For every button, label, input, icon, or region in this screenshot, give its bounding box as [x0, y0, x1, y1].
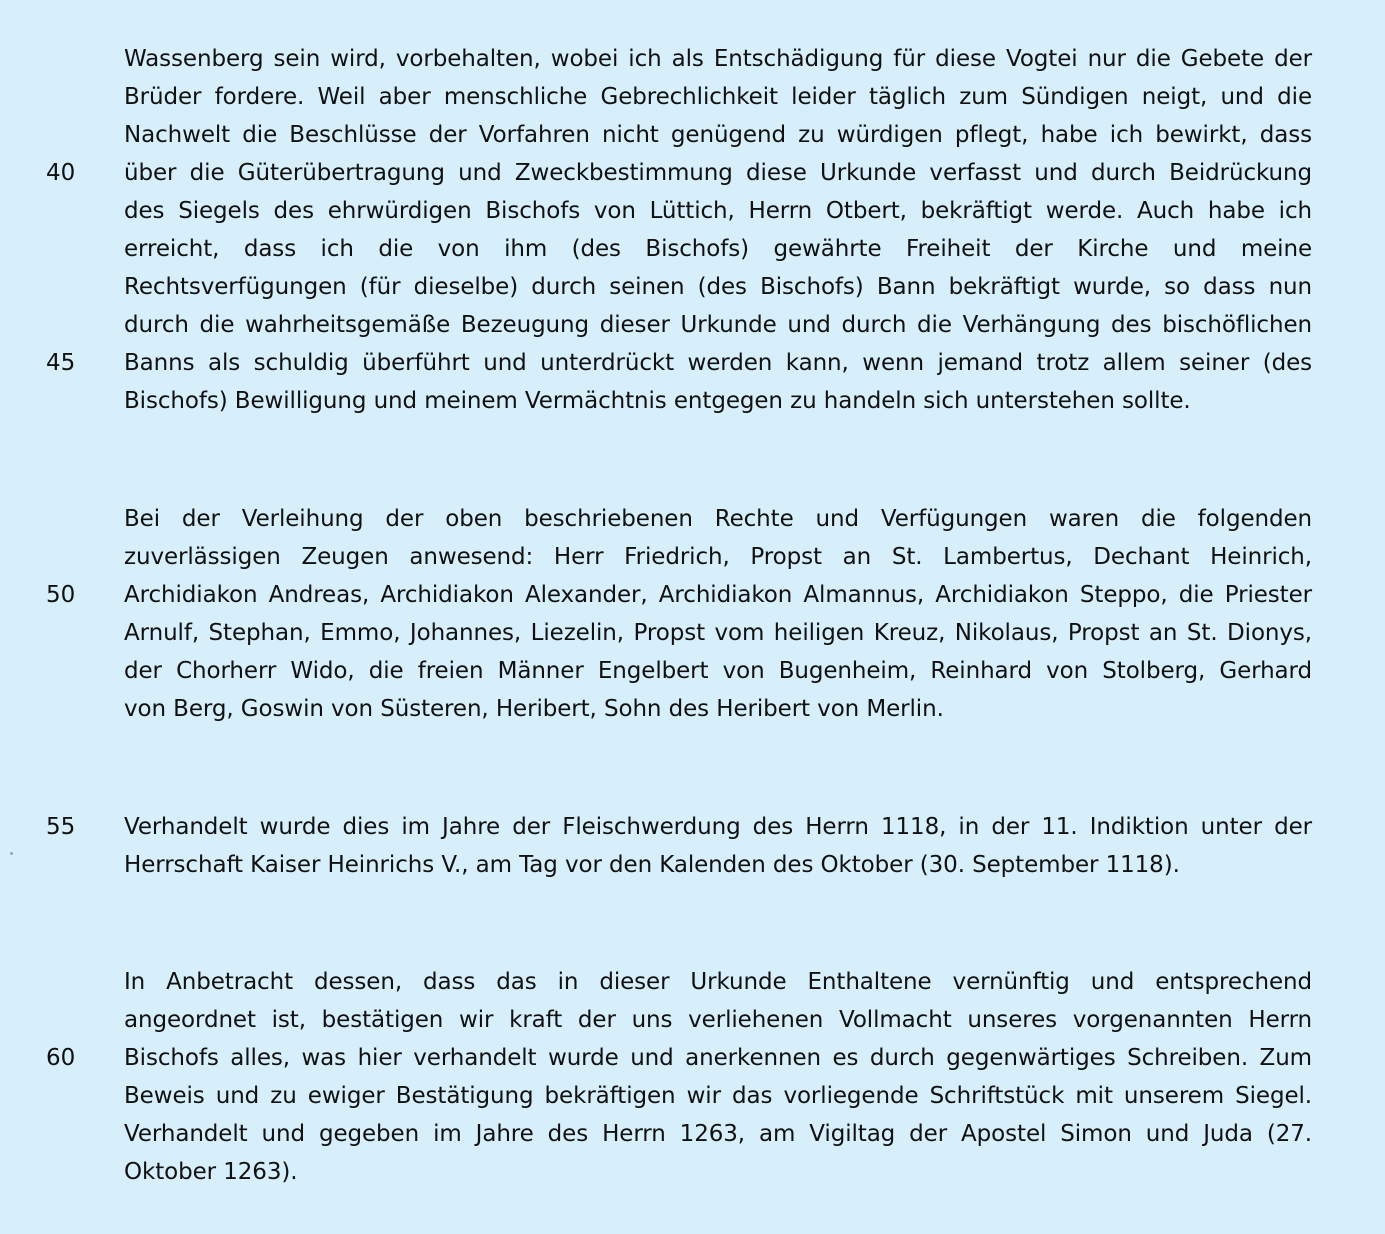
text-line: Brüder fordere. Weil aber menschliche Gebrechlichkeit leider täglich zum Sündigen neigt, und die [124, 84, 1312, 110]
text-line: erreicht, dass ich die von ihm (des Bischofs) gewährte Freiheit der Kirche und meine [124, 236, 1312, 262]
text-line: durch die wahrheitsgemäße Bezeugung dieser Urkunde und durch die Verhängung des bischöflichen [124, 312, 1312, 338]
text-line: Verhandelt wurde dies im Jahre der Fleischwerdung des Herrn 1118, in der 11. Indiktion unter der [124, 814, 1312, 840]
line-number-60: 60 [46, 1045, 76, 1071]
text-line: Oktober 1263). [124, 1159, 298, 1185]
text-line: angeordnet ist, bestätigen wir kraft der uns verliehenen Vollmacht unseres vorgenannten Herrn [124, 1007, 1312, 1033]
text-line: Beweis und zu ewiger Bestätigung bekräftigen wir das vorliegende Schriftstück mit unserem Siegel. [124, 1083, 1312, 1109]
text-line: Banns als schuldig überführt und unterdrückt werden kann, wenn jemand trotz allem seiner (des [124, 350, 1312, 376]
text-line: Bei der Verleihung der oben beschriebenen Rechte und Verfügungen waren die folgenden [124, 506, 1312, 532]
text-line: In Anbetracht dessen, dass das in dieser Urkunde Enthaltene vernünftig und entsprechend [124, 969, 1312, 995]
line-number-50: 50 [46, 582, 76, 608]
text-line: zuverlässigen Zeugen anwesend: Herr Friedrich, Propst an St. Lambertus, Dechant Heinrich, [124, 544, 1312, 570]
text-line: der Chorherr Wido, die freien Männer Engelbert von Bugenheim, Reinhard von Stolberg, Gerhard [124, 658, 1312, 684]
line-number-40: 40 [46, 160, 76, 186]
paragraph-confirmation-1263 [124, 963, 1312, 1191]
scan-speck [10, 852, 13, 855]
text-line: Nachwelt die Beschlüsse der Vorfahren nicht genügend zu würdigen pflegt, habe ich bewirkt, dass [124, 122, 1312, 148]
text-line: von Berg, Goswin von Süsteren, Heribert, Sohn des Heribert von Merlin. [124, 696, 944, 722]
text-line: Bischofs) Bewilligung und meinem Vermächtnis entgegen zu handeln sich unterstehen sollte. [124, 388, 1191, 414]
text-line: des Siegels des ehrwürdigen Bischofs von Lüttich, Herrn Otbert, bekräftigt werde. Auch habe ich [124, 198, 1312, 224]
paragraph-bann [124, 40, 1312, 420]
text-line: Wassenberg sein wird, vorbehalten, wobei ich als Entschädigung für diese Vogtei nur die Gebete der [124, 46, 1312, 72]
line-number-55: 55 [46, 814, 76, 840]
text-line: Arnulf, Stephan, Emmo, Johannes, Liezelin, Propst vom heiligen Kreuz, Nikolaus, Propst an St. Dionys, [124, 620, 1312, 646]
line-number-45: 45 [46, 350, 76, 376]
text-line: über die Güterübertragung und Zweckbestimmung diese Urkunde verfasst und durch Beidrückung [124, 160, 1312, 186]
text-line: Rechtsverfügungen (für dieselbe) durch seinen (des Bischofs) Bann bekräftigt wurde, so dass nun [124, 274, 1312, 300]
text-line: Archidiakon Andreas, Archidiakon Alexander, Archidiakon Almannus, Archidiakon Steppo, die Priester [124, 582, 1312, 608]
paragraph-date-1118 [124, 808, 1312, 884]
text-line: Herrschaft Kaiser Heinrichs V., am Tag vor den Kalenden des Oktober (30. September 1118). [124, 852, 1180, 878]
text-line: Bischofs alles, was hier verhandelt wurde und anerkennen es durch gegenwärtiges Schreiben. Zum [124, 1045, 1312, 1071]
paragraph-witnesses [124, 500, 1312, 728]
text-line: Verhandelt und gegeben im Jahre des Herrn 1263, am Vigiltag der Apostel Simon und Juda (27. [124, 1121, 1312, 1147]
